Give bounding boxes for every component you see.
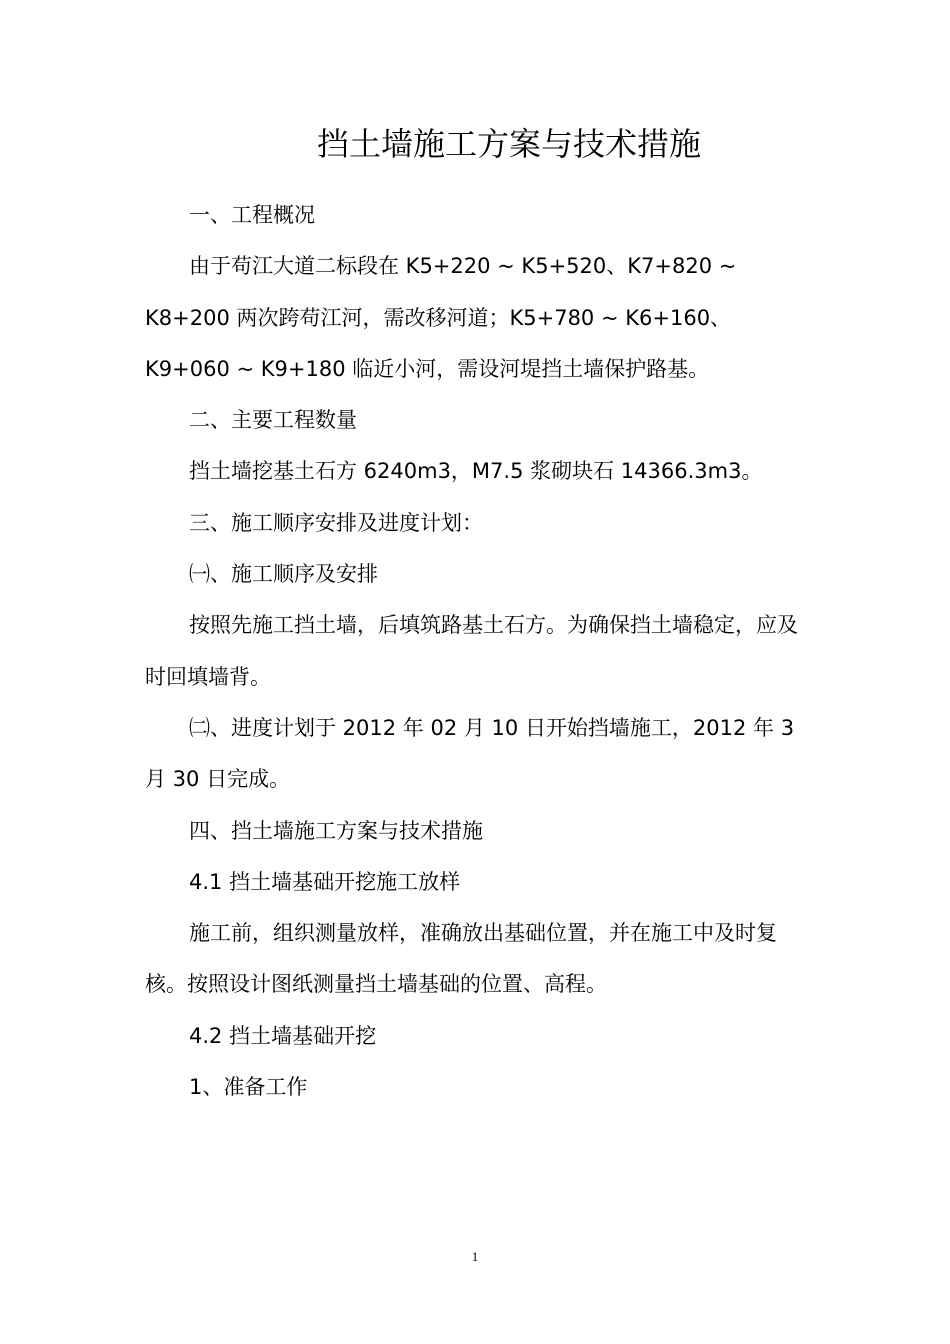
document-title: 挡土墙施工方案与技术措施 (316, 125, 701, 163)
subheading-4-2: 4.2 挡土墙基础开挖 (189, 1023, 377, 1048)
document-body (145, 190, 815, 1113)
subheading-4-1: 4.1 挡土墙基础开挖施工放样 (189, 869, 461, 894)
heading-main-quantities: 二、主要工程数量 (189, 408, 357, 433)
subheading-preparation: 1、准备工作 (189, 1075, 308, 1100)
paragraph-schedule: ㈡、进度计划于 2012 年 02 月 10 日开始挡墙施工，2012 年 3 月 30 日完成。 (145, 715, 795, 792)
subheading-sequence-arrangement: ㈠、施工顺序及安排 (189, 562, 378, 587)
paragraph-4-1: 施工前，组织测量放样，准确放出基础位置，并在施工中及时复核。按照设计图纸测量挡土墙基础的位置、高程。 (145, 921, 777, 997)
heading-project-overview: 一、工程概况 (189, 203, 315, 227)
paragraph-project-overview: 由于苟江大道二标段在 K5+220 ~ K5+520、K7+820 ~ K8+200 两次跨苟江河，需改移河道；K5+780 ~ K6+160、K9+060 ~ K9+180 临近小河，需设河堤挡土墙保护路基。 (145, 254, 737, 381)
page-number: 1 (471, 1249, 479, 1264)
heading-construction-plan: 四、挡土墙施工方案与技术措施 (189, 818, 483, 843)
heading-construction-sequence: 三、施工顺序安排及进度计划： (189, 510, 483, 535)
paragraph-sequence-arrangement: 按照先施工挡土墙，后填筑路基土石方。为确保挡土墙稳定，应及时回填墙背。 (145, 613, 798, 689)
paragraph-main-quantities: 挡土墙挖基土石方 6240m3，M7.5 浆砌块石 14366.3m3。 (189, 459, 763, 484)
